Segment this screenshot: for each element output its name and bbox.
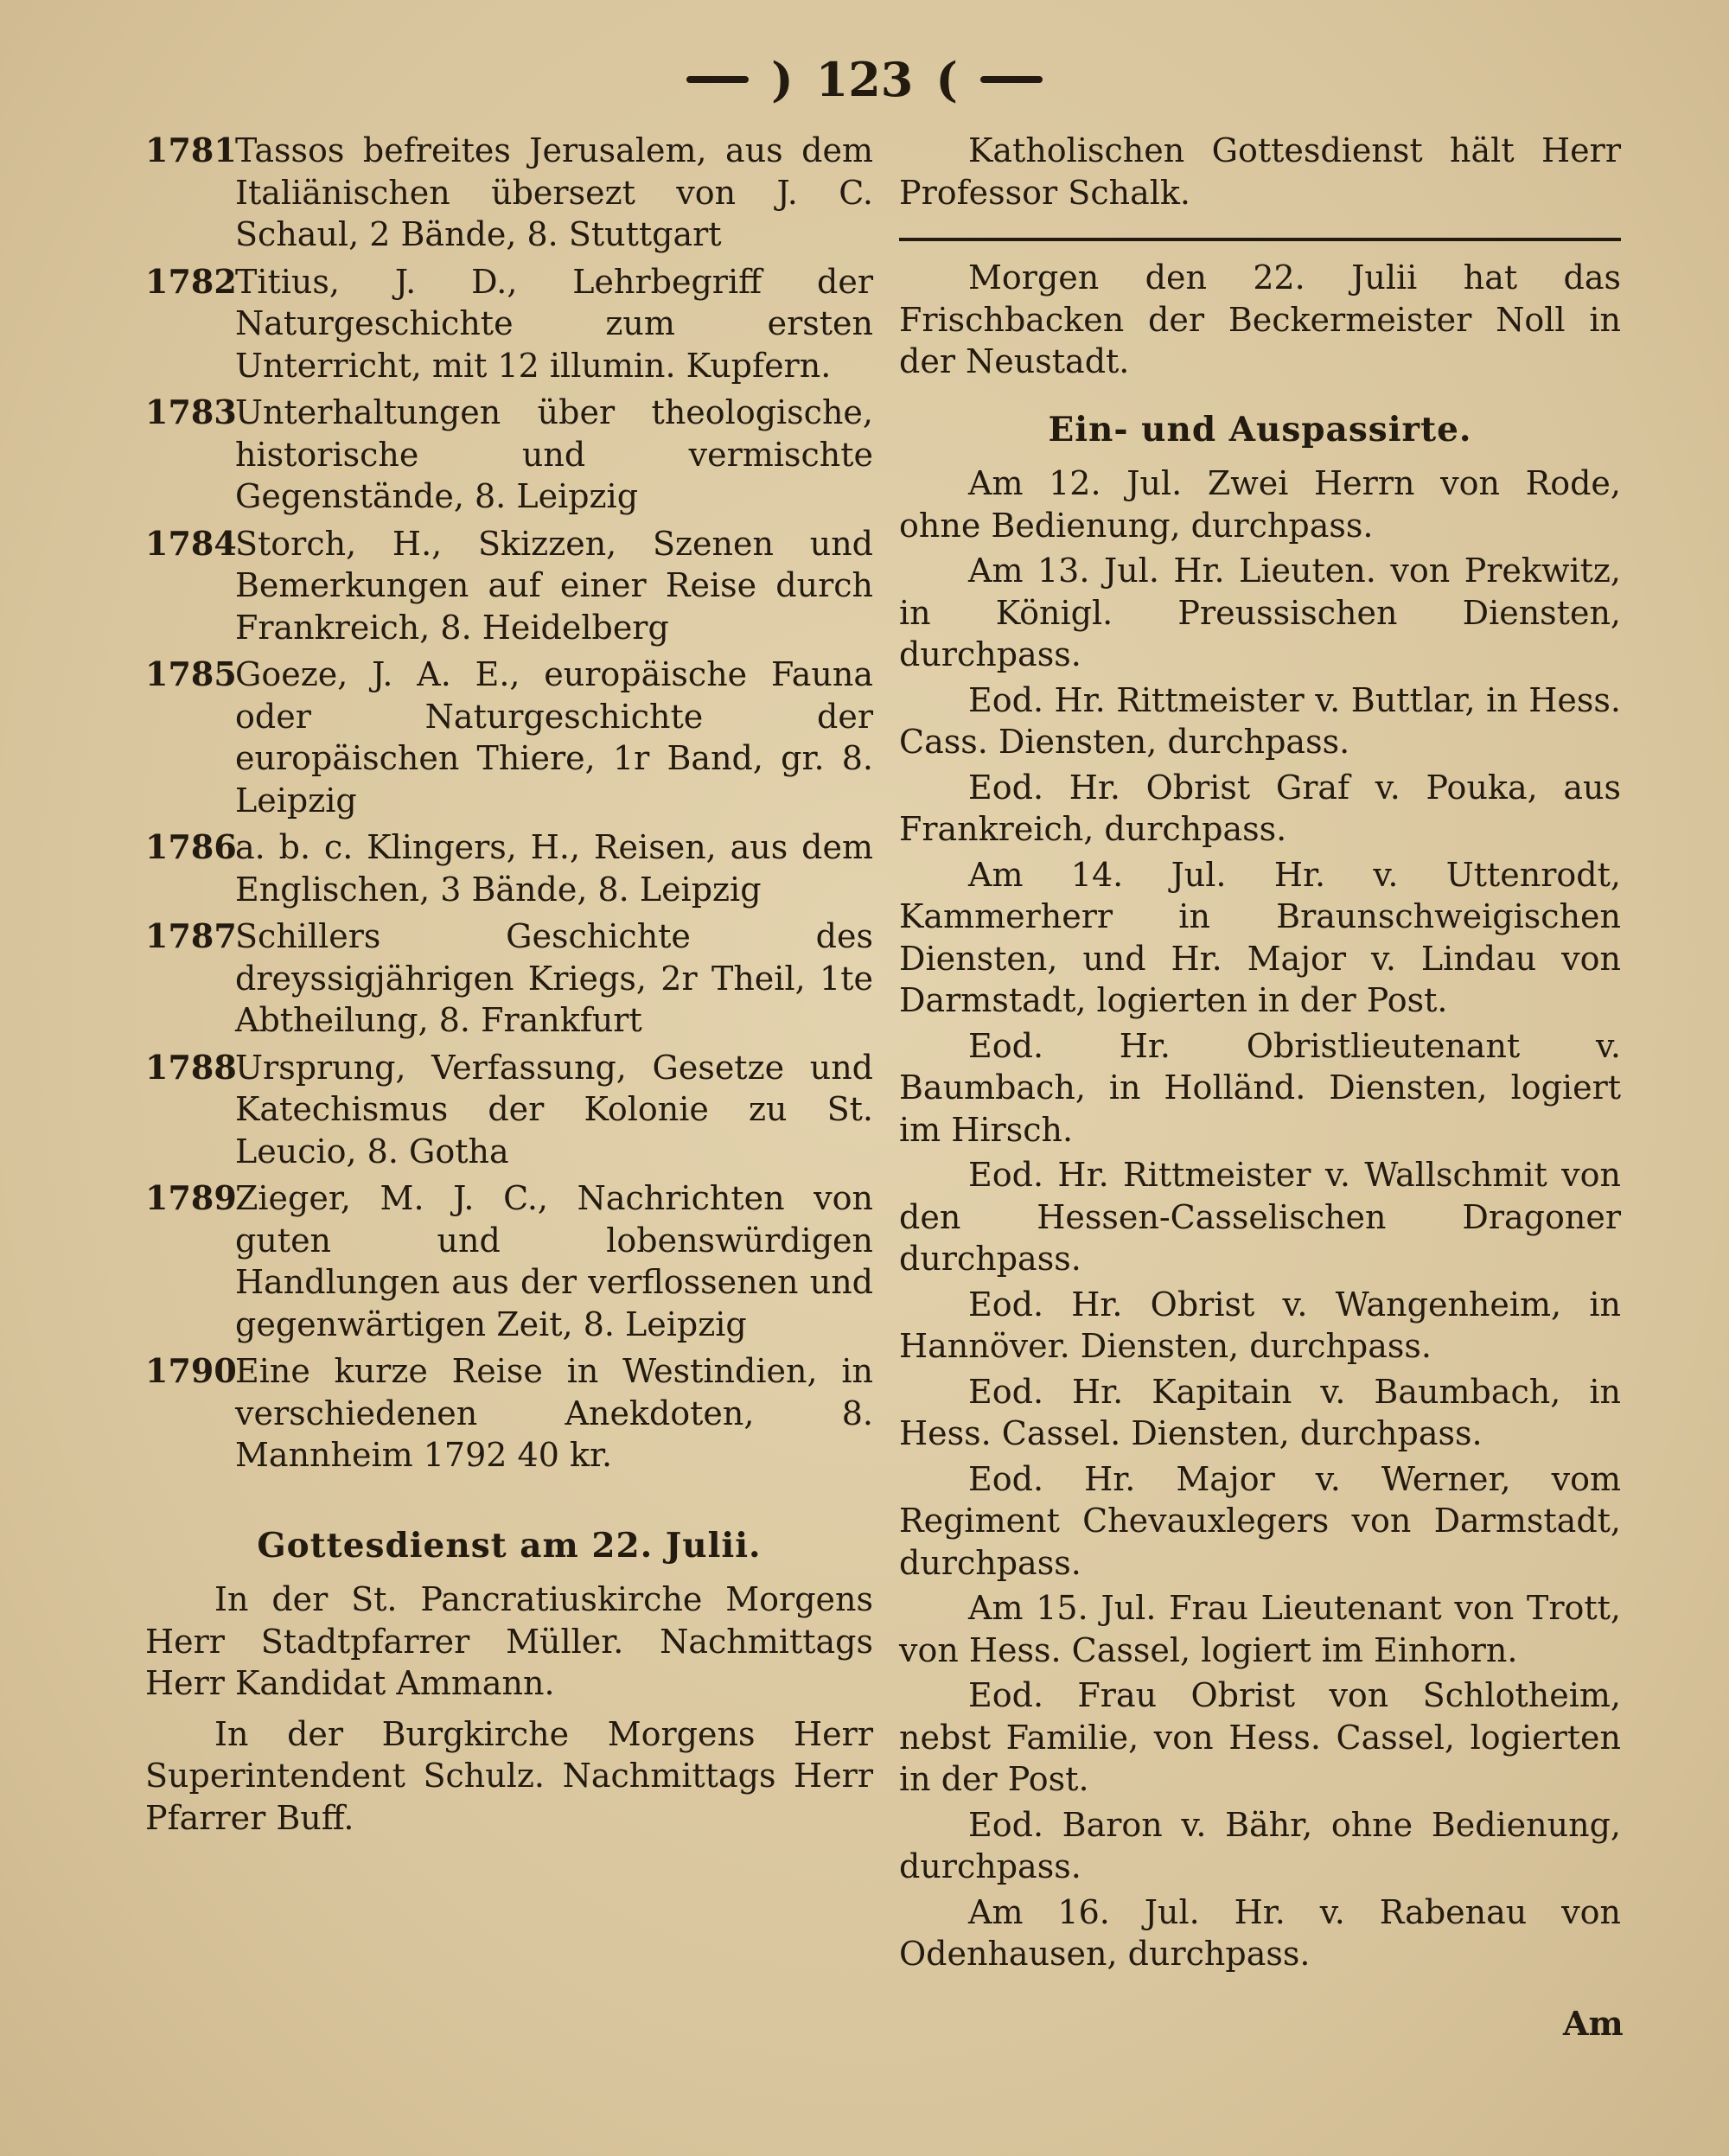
entry-number: 1782 [145, 261, 237, 301]
traveller-note: Am 15. Jul. Frau Lieutenant von Trott, von Hess. Cassel, logiert im Einhorn. [899, 1589, 1621, 1669]
entry-text: Goeze, J. A. E., europäische Fauna oder Naturgeschichte der europäischen Thiere, 1r Band, gr. 8. Leipzig [235, 655, 873, 820]
entry-number: 1789 [145, 1178, 237, 1217]
entry-number: 1785 [145, 654, 237, 693]
entry-number: 1787 [145, 916, 237, 955]
section-divider [899, 238, 1621, 241]
book-entry [145, 1350, 873, 1477]
entry-text: Unterhaltungen über theologische, historische und vermischte Gegenstände, 8. Leipzig [235, 393, 873, 515]
book-entry [145, 915, 873, 1042]
traveller-note: Eod. Hr. Kapitain v. Baumbach, in Hess. Cassel. Diensten, durchpass. [899, 1372, 1621, 1452]
entry-text: Eine kurze Reise in Westindien, in verschiedenen Anekdoten, 8. Mannheim 1792 40 kr. [235, 1352, 873, 1474]
entry-text: Schillers Geschichte des dreyssigjährigen Kriegs, 2r Theil, 1te Abtheilung, 8. Frankfurt [235, 917, 873, 1039]
entry-number: 1786 [145, 827, 237, 866]
book-entry [145, 654, 873, 821]
book-entry [145, 392, 873, 518]
traveller-note: Am 16. Jul. Hr. v. Rabenau von Odenhausen, durchpass. [899, 1892, 1621, 1973]
bread-notice-paragraph: Morgen den 22. Julii hat das Frischbacken der Beckermeister Noll in der Neustadt. [899, 258, 1621, 380]
entry-number: 1784 [145, 523, 237, 563]
travellers-heading: Ein- und Auspassirte. [1048, 409, 1472, 450]
book-entry [145, 826, 873, 910]
header-dash-right [980, 76, 1043, 83]
traveller-note: Eod. Hr. Major v. Werner, vom Regiment Chevauxlegers von Darmstadt, durchpass. [899, 1459, 1621, 1582]
page-header [0, 45, 1729, 114]
service-heading: Gottesdienst am 22. Julii. [257, 1525, 762, 1566]
traveller-note: Eod. Hr. Obristlieutenant v. Baumbach, in Holländ. Diensten, logiert im Hirsch. [899, 1026, 1621, 1149]
entry-number: 1783 [145, 392, 237, 431]
entry-text: Titius, J. D., Lehrbegriff der Naturgeschichte zum ersten Unterricht, mit 12 illumin. Kupfern. [235, 262, 873, 385]
traveller-note: Eod. Hr. Obrist v. Wangenheim, in Hannöver. Diensten, durchpass. [899, 1285, 1621, 1365]
service-paragraph: In der Burgkirche Morgens Herr Superintendent Schulz. Nachmittags Herr Pfarrer Buff. [145, 1714, 873, 1837]
traveller-note: Eod. Hr. Rittmeister v. Wallschmit von den Hessen-Casselischen Dragoner durchpass. [899, 1156, 1621, 1278]
book-entry [145, 261, 873, 387]
page-number: 123 [815, 52, 914, 107]
book-entry [145, 1047, 873, 1173]
traveller-note: Eod. Frau Obrist von Schlotheim, nebst Familie, von Hess. Cassel, logierten in der Post. [899, 1676, 1621, 1798]
book-entry [145, 130, 873, 256]
entry-text: a. b. c. Klingers, H., Reisen, aus dem Englischen, 3 Bände, 8. Leipzig [235, 828, 873, 909]
entry-number: 1790 [145, 1351, 237, 1390]
entry-text: Ursprung, Verfassung, Gesetze und Katechismus der Kolonie zu St. Leucio, 8. Gotha [235, 1048, 873, 1170]
entry-number: 1788 [145, 1047, 237, 1087]
entry-number: 1781 [145, 131, 237, 169]
entry-text: Tassos befreites Jerusalem, aus dem Italiänischen übersezt von J. C. Schaul, 2 Bände, 8. Stuttgart [235, 131, 873, 253]
header-right-paren: ( [935, 52, 958, 107]
right-column [899, 130, 1621, 1979]
book-entry [145, 523, 873, 649]
entry-text: Storch, H., Skizzen, Szenen und Bemerkungen auf einer Reise durch Frankreich, 8. Heidelberg [235, 524, 873, 647]
traveller-note: Eod. Baron v. Bähr, ohne Bedienung, durchpass. [899, 1805, 1621, 1885]
traveller-note: Am 13. Jul. Hr. Lieuten. von Prekwitz, in Königl. Preussischen Diensten, durchpass. [899, 552, 1621, 673]
traveller-note: Eod. Hr. Obrist Graf v. Pouka, aus Frankreich, durchpass. [899, 768, 1621, 848]
entry-text: Zieger, M. J. C., Nachrichten von guten und lobenswürdigen Handlungen aus der verflossenen und gegenwärtigen Zeit, 8. Leipzig [235, 1179, 873, 1343]
catholic-service-paragraph: Katholischen Gottesdienst hält Herr Professor Schalk. [899, 131, 1621, 212]
traveller-note: Eod. Hr. Rittmeister v. Buttlar, in Hess. Cass. Diensten, durchpass. [899, 680, 1621, 761]
catchword: Am [1563, 2004, 1624, 2043]
service-paragraph: In der St. Pancratiuskirche Morgens Herr Stadtpfarrer Müller. Nachmittags Herr Kandidat Ammann. [145, 1580, 873, 1702]
left-column [145, 130, 873, 1847]
book-entry [145, 1177, 873, 1345]
traveller-note: Am 12. Jul. Zwei Herrn von Rode, ohne Bedienung, durchpass. [899, 464, 1621, 545]
header-left-paren: ) [771, 52, 794, 107]
traveller-note: Am 14. Jul. Hr. v. Uttenrodt, Kammerherr in Braunschweigischen Diensten, und Hr. Major v. Lindau von Darmstadt, logierten in der Post. [899, 855, 1621, 1019]
header-dash-left [686, 76, 749, 83]
